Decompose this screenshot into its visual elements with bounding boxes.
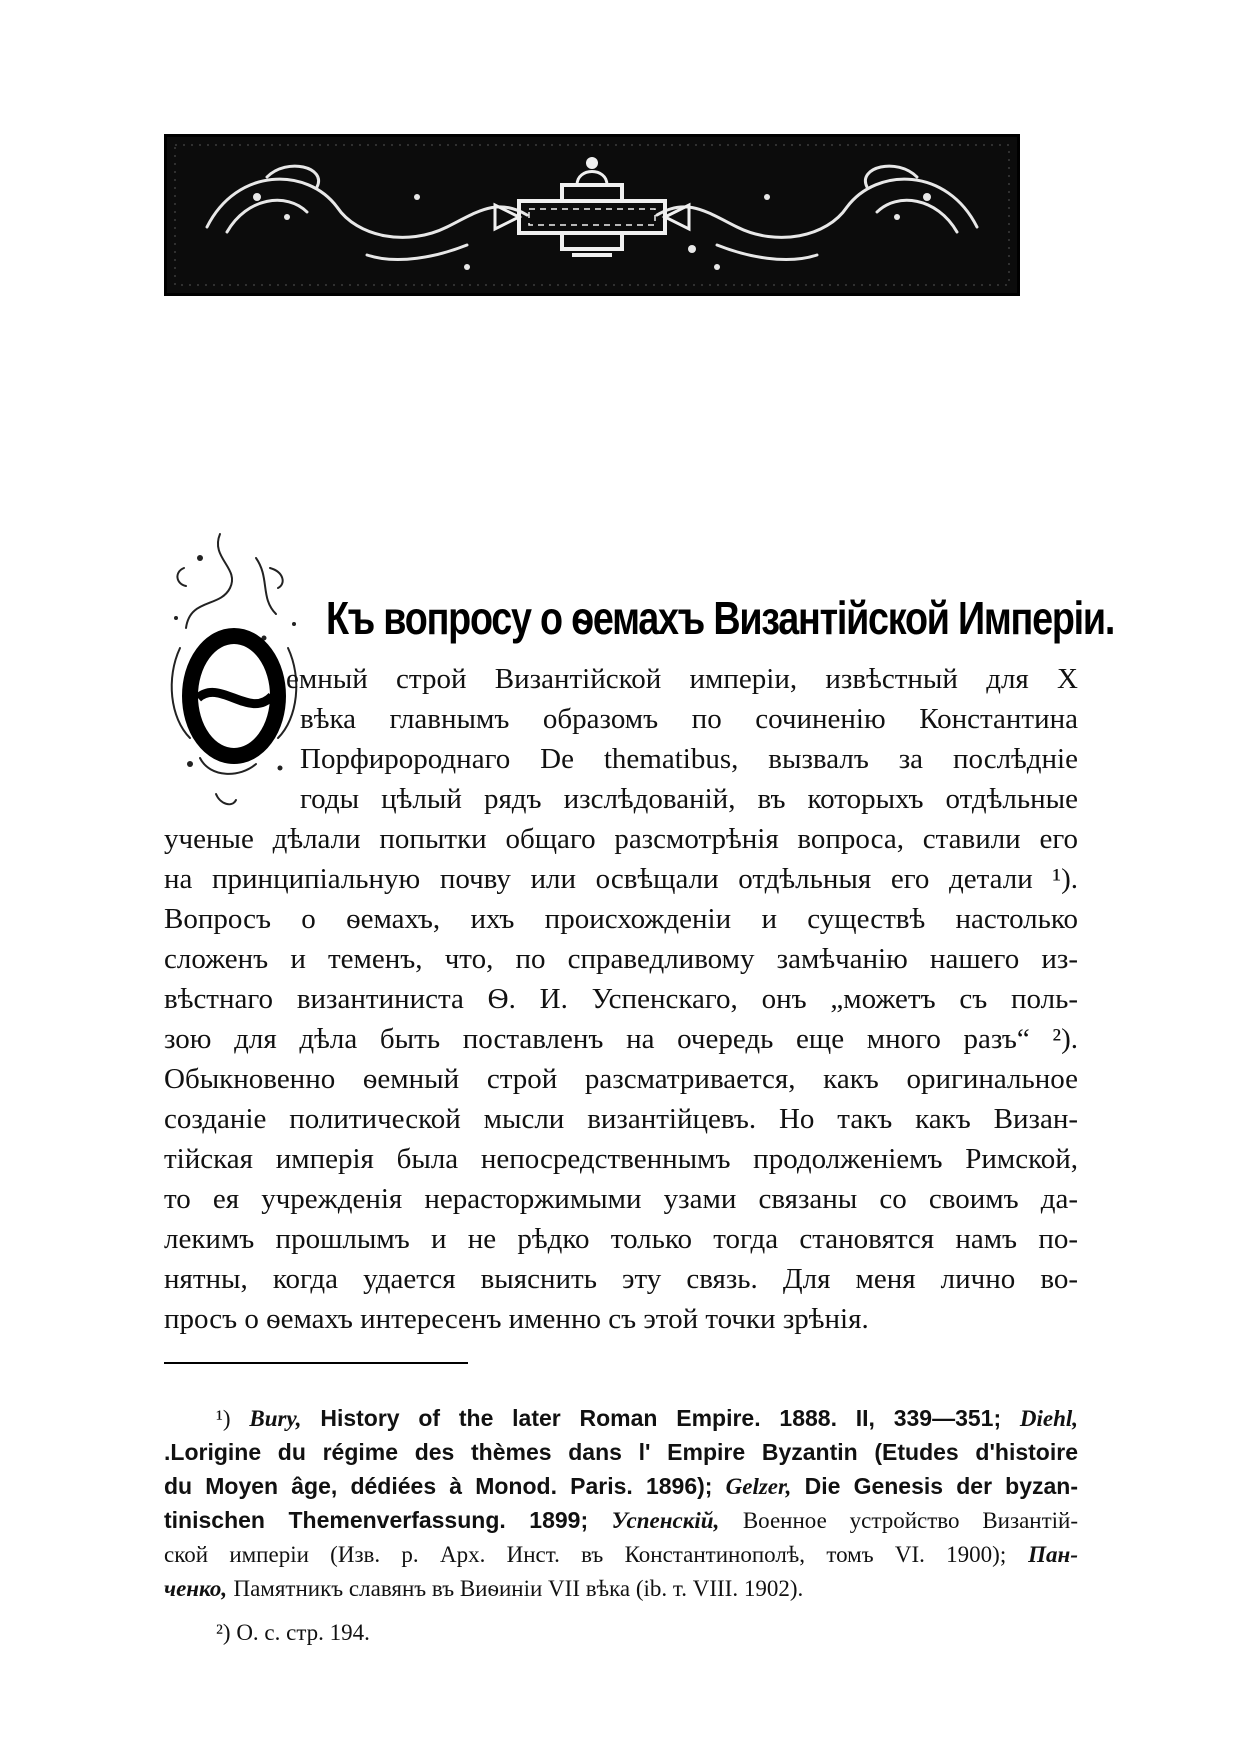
footnote-1-line bbox=[164, 1572, 1078, 1605]
body-line: созданіе политической мысли византійцевъ. Но такъ какъ Визан- bbox=[164, 1103, 1078, 1135]
footnote-author: Gelzer, bbox=[725, 1474, 792, 1499]
body-line: просъ о ѳемахъ интересенъ именно съ этой точки зрѣнія. bbox=[164, 1303, 869, 1335]
footnote-1-line bbox=[164, 1470, 1078, 1503]
footnote-author: Diehl, bbox=[1019, 1406, 1079, 1431]
footnote-1-line bbox=[164, 1504, 1078, 1537]
body-line: вѣка главнымъ образомъ по сочиненію Константина bbox=[300, 703, 1078, 735]
body-line: на принципіальную почву или освѣщали отдѣльныя его детали ¹). bbox=[164, 863, 1078, 895]
footnote-1-line bbox=[164, 1538, 1078, 1571]
body-line: нятны, когда удается выяснить эту связь. Для меня лично во- bbox=[164, 1263, 1078, 1295]
body-line: Обыкновенно ѳемный строй разсматривается, какъ оригинальное bbox=[164, 1063, 1078, 1095]
footnote-text: Военное устройство Византій- bbox=[742, 1508, 1078, 1533]
footnote-marker: ¹) bbox=[216, 1406, 231, 1431]
footnote-author: Успенскій, bbox=[611, 1508, 720, 1533]
footnote-text: .Lorigine du régime des thèmes dans l' Empire Byzantin (Etudes d'histoire bbox=[164, 1439, 1078, 1465]
footnote-divider bbox=[164, 1362, 468, 1364]
footnote-marker: ²) bbox=[216, 1620, 231, 1645]
body-line: сложенъ и теменъ, что, по справедливому замѣчанію нашего из- bbox=[164, 943, 1078, 975]
body-line: тійская имперія была непосредственнымъ продолженіемъ Римской, bbox=[164, 1143, 1078, 1175]
footnote-text: du Moyen âge, dédiées à Monod. Paris. 1896); bbox=[164, 1473, 713, 1499]
footnote-1-line bbox=[216, 1402, 1078, 1435]
footnote-text: History of the later Roman Empire. 1888. II, 339—351; bbox=[320, 1405, 1002, 1431]
body-line: Вопросъ о ѳемахъ, ихъ происхожденіи и существѣ настолько bbox=[164, 903, 1078, 935]
footnote-text: Памятникъ славянъ въ Виѳиніи VII вѣка (ib. т. VIII. 1902). bbox=[233, 1576, 804, 1601]
body-line: Порфиророднаго De thematibus, вызвалъ за послѣдніе bbox=[300, 743, 1078, 775]
body-line: вѣстнаго византиниста Ѳ. И. Успенскаго, онъ „можетъ съ поль- bbox=[164, 983, 1078, 1015]
body-line: годы цѣлый рядъ изслѣдованій, въ которыхъ отдѣльные bbox=[300, 783, 1078, 815]
footnote-author: ченко, bbox=[164, 1576, 228, 1601]
footnote-author: Пан- bbox=[1028, 1542, 1078, 1567]
ornamental-headpiece bbox=[164, 134, 1020, 296]
body-line: зою для дѣла быть поставленъ на очередь еще много разъ“ ²). bbox=[164, 1023, 1078, 1055]
footnote-1-line bbox=[164, 1436, 1078, 1469]
footnote-2 bbox=[216, 1616, 370, 1649]
body-line: емный строй Византійской имперіи, извѣстный для X bbox=[286, 663, 1078, 695]
footnote-text: Die Genesis der byzan- bbox=[804, 1473, 1079, 1499]
footnote-text: О. с. стр. 194. bbox=[236, 1620, 370, 1645]
body-line: то ея учрежденія нерасторжимыми узами связаны со своимъ да- bbox=[164, 1183, 1078, 1215]
footnote-text: tinischen Themenverfassung. 1899; bbox=[164, 1507, 589, 1533]
body-line: лекимъ прошлымъ и не рѣдко только тогда становятся намъ по- bbox=[164, 1223, 1078, 1255]
footnote-author: Bury, bbox=[249, 1406, 302, 1431]
body-line: ученые дѣлали попытки общаго разсмотрѣнія вопроса, ставили его bbox=[164, 823, 1078, 855]
article-title: Къ вопросу о ѳемахъ Византійской Имперіи. bbox=[326, 592, 1115, 644]
footnote-text: ской имперіи (Изв. р. Арх. Инст. въ Константинополѣ, томъ VI. 1900); bbox=[164, 1542, 1007, 1567]
